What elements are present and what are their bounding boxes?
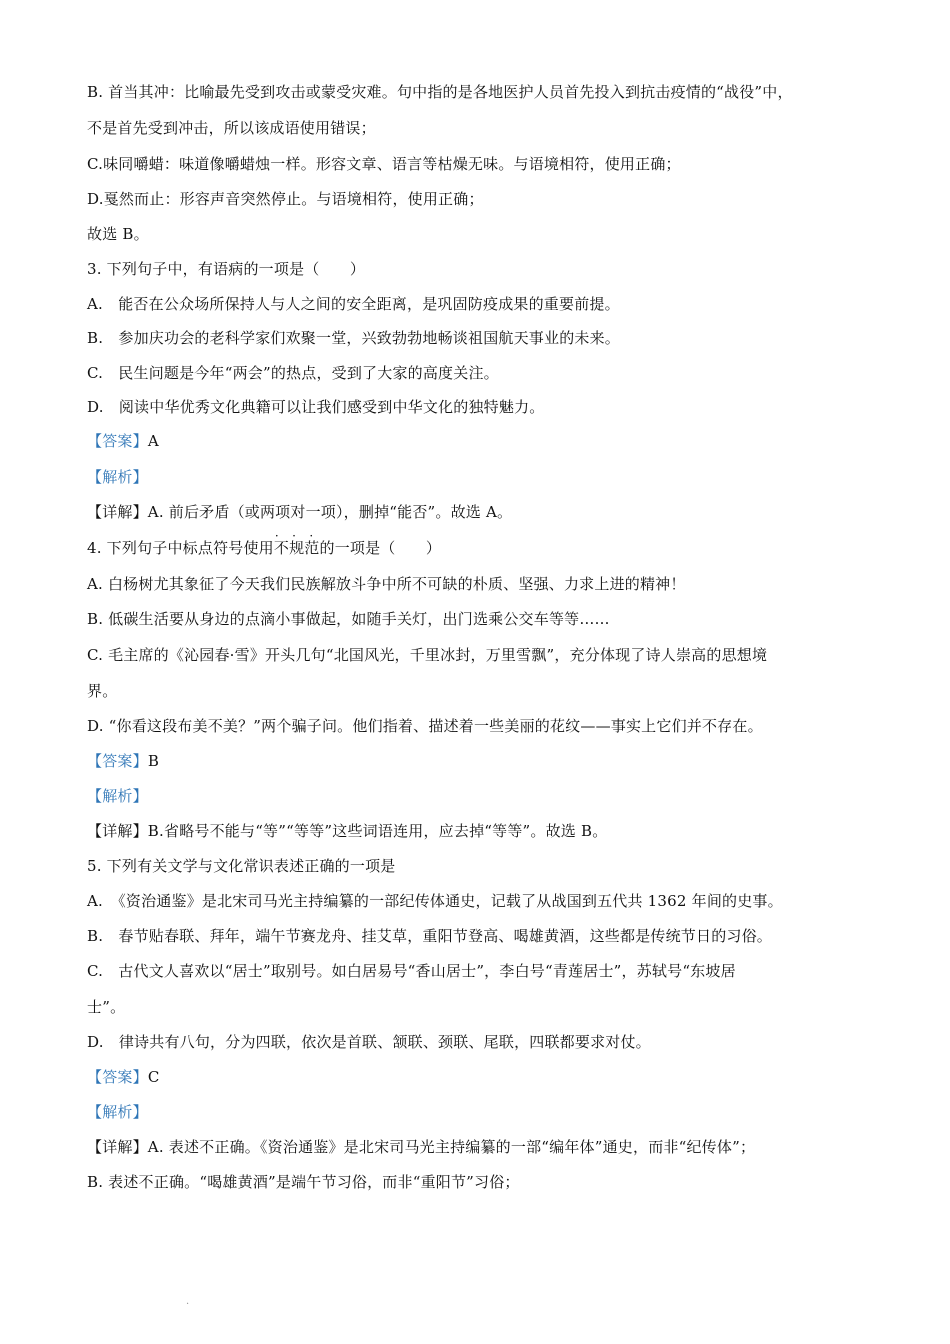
q2-option-b-explanation: B. 首当其冲：比喻最先受到攻击或蒙受灾难。句中指的是各地医护人员首先投入到抗击疫情的“战役”中， xyxy=(87,83,793,101)
q3-option-a: A. 能否在公众场所保持人与人之间的安全距离，是巩固防疫成果的重要前提。 xyxy=(87,295,620,313)
q4-detail: 【详解】B.省略号不能与“等”“等等”这些词语连用，应去掉“等等”。故选 B。 xyxy=(87,822,608,840)
q5-option-b: B. 春节贴春联、拜年，端午节赛龙舟、挂艾草，重阳节登高、喝雄黄酒，这些都是传统节日的习俗。 xyxy=(87,927,772,945)
q3-stem: 3. 下列句子中，有语病的一项是（ ） xyxy=(87,260,366,278)
answer-value: A xyxy=(147,432,159,450)
q5-option-c-cont: 士”。 xyxy=(87,998,126,1016)
q3-analysis-tag: 【解析】 xyxy=(87,468,148,486)
q4-stem-emphasis: · · 不规范 xyxy=(274,537,320,559)
q4-option-c: C. 毛主席的《沁园春·雪》开头几句“北国风光，千里冰封，万里雪飘”，充分体现了诗人崇高的思想境 xyxy=(87,646,768,664)
answer-value: B xyxy=(147,752,160,770)
q5-option-c: C. 古代文人喜欢以“居士”取别号。如白居易号“香山居士”，李白号“青莲居士”，苏轼号“东坡居 xyxy=(87,962,736,980)
q4-option-a: A. 白杨树尤其象征了今天我们民族解放斗争中所不可缺的朴质、坚强、力求上进的精神！ xyxy=(87,575,686,593)
q3-detail: 【详解】A. 前后矛盾（或两项对一项），删掉“能否”。故选 A。 xyxy=(87,503,513,521)
q3-answer xyxy=(87,430,159,452)
q5-stem: 5. 下列有关文学与文化常识表述正确的一项是 xyxy=(87,857,396,875)
q5-answer xyxy=(87,1066,160,1088)
q5-detail: 【详解】A. 表述不正确。《资治通鉴》是北宋司马光主持编纂的一部“编年体”通史，而非“纪传体”； xyxy=(87,1138,756,1156)
q5-option-a: A. 《资治通鉴》是北宋司马光主持编纂的一部纪传体通史，记载了从战国到五代共 1362 年间的史事。 xyxy=(87,892,783,910)
answer-tag: 【答案】 xyxy=(87,432,148,450)
q2-choice: 故选 B。 xyxy=(87,225,149,243)
q2-option-b-explanation-cont: 不是首先受到冲击，所以该成语使用错误； xyxy=(87,119,376,137)
q4-stem-pre: 4. 下列句子中标点符号使用 xyxy=(87,539,274,557)
answer-tag: 【答案】 xyxy=(87,1068,148,1086)
q4-stem-post: 的一项是（ ） xyxy=(319,539,442,557)
q2-option-d-explanation: D.戛然而止：形容声音突然停止。与语境相符，使用正确； xyxy=(87,190,484,208)
q3-option-b: B. 参加庆功会的老科学家们欢聚一堂，兴致勃勃地畅谈祖国航天事业的未来。 xyxy=(87,329,620,347)
q4-analysis-tag: 【解析】 xyxy=(87,787,148,805)
q4-answer xyxy=(87,750,159,772)
q3-option-c: C. 民生问题是今年“两会”的热点，受到了大家的高度关注。 xyxy=(87,364,499,382)
q5-analysis-tag: 【解析】 xyxy=(87,1103,148,1121)
q5-option-b-detail: B. 表述不正确。“喝雄黄酒”是端午节习俗，而非“重阳节”习俗； xyxy=(87,1173,520,1191)
q4-stem xyxy=(87,537,441,559)
q3-option-d: D. 阅读中华优秀文化典籍可以让我们感受到中华文化的独特魅力。 xyxy=(87,398,545,416)
q4-option-c-cont: 界。 xyxy=(87,682,118,700)
q4-option-b: B. 低碳生活要从身边的点滴小事做起，如随手关灯，出门选乘公交车等等…… xyxy=(87,610,610,628)
footer-mark: · xyxy=(186,1299,190,1310)
answer-tag: 【答案】 xyxy=(87,752,148,770)
q4-option-d: D. “你看这段布美不美？”两个骗子问。他们指着、描述着一些美丽的花纹——事实上它们并不存在。 xyxy=(87,717,763,735)
answer-value: C xyxy=(147,1068,160,1086)
q2-option-c-explanation: C.味同嚼蜡：味道像嚼蜡烛一样。形容文章、语言等枯燥无味。与语境相符，使用正确； xyxy=(87,155,681,173)
q5-option-d: D. 律诗共有八句，分为四联，依次是首联、颔联、颈联、尾联，四联都要求对仗。 xyxy=(87,1033,651,1051)
